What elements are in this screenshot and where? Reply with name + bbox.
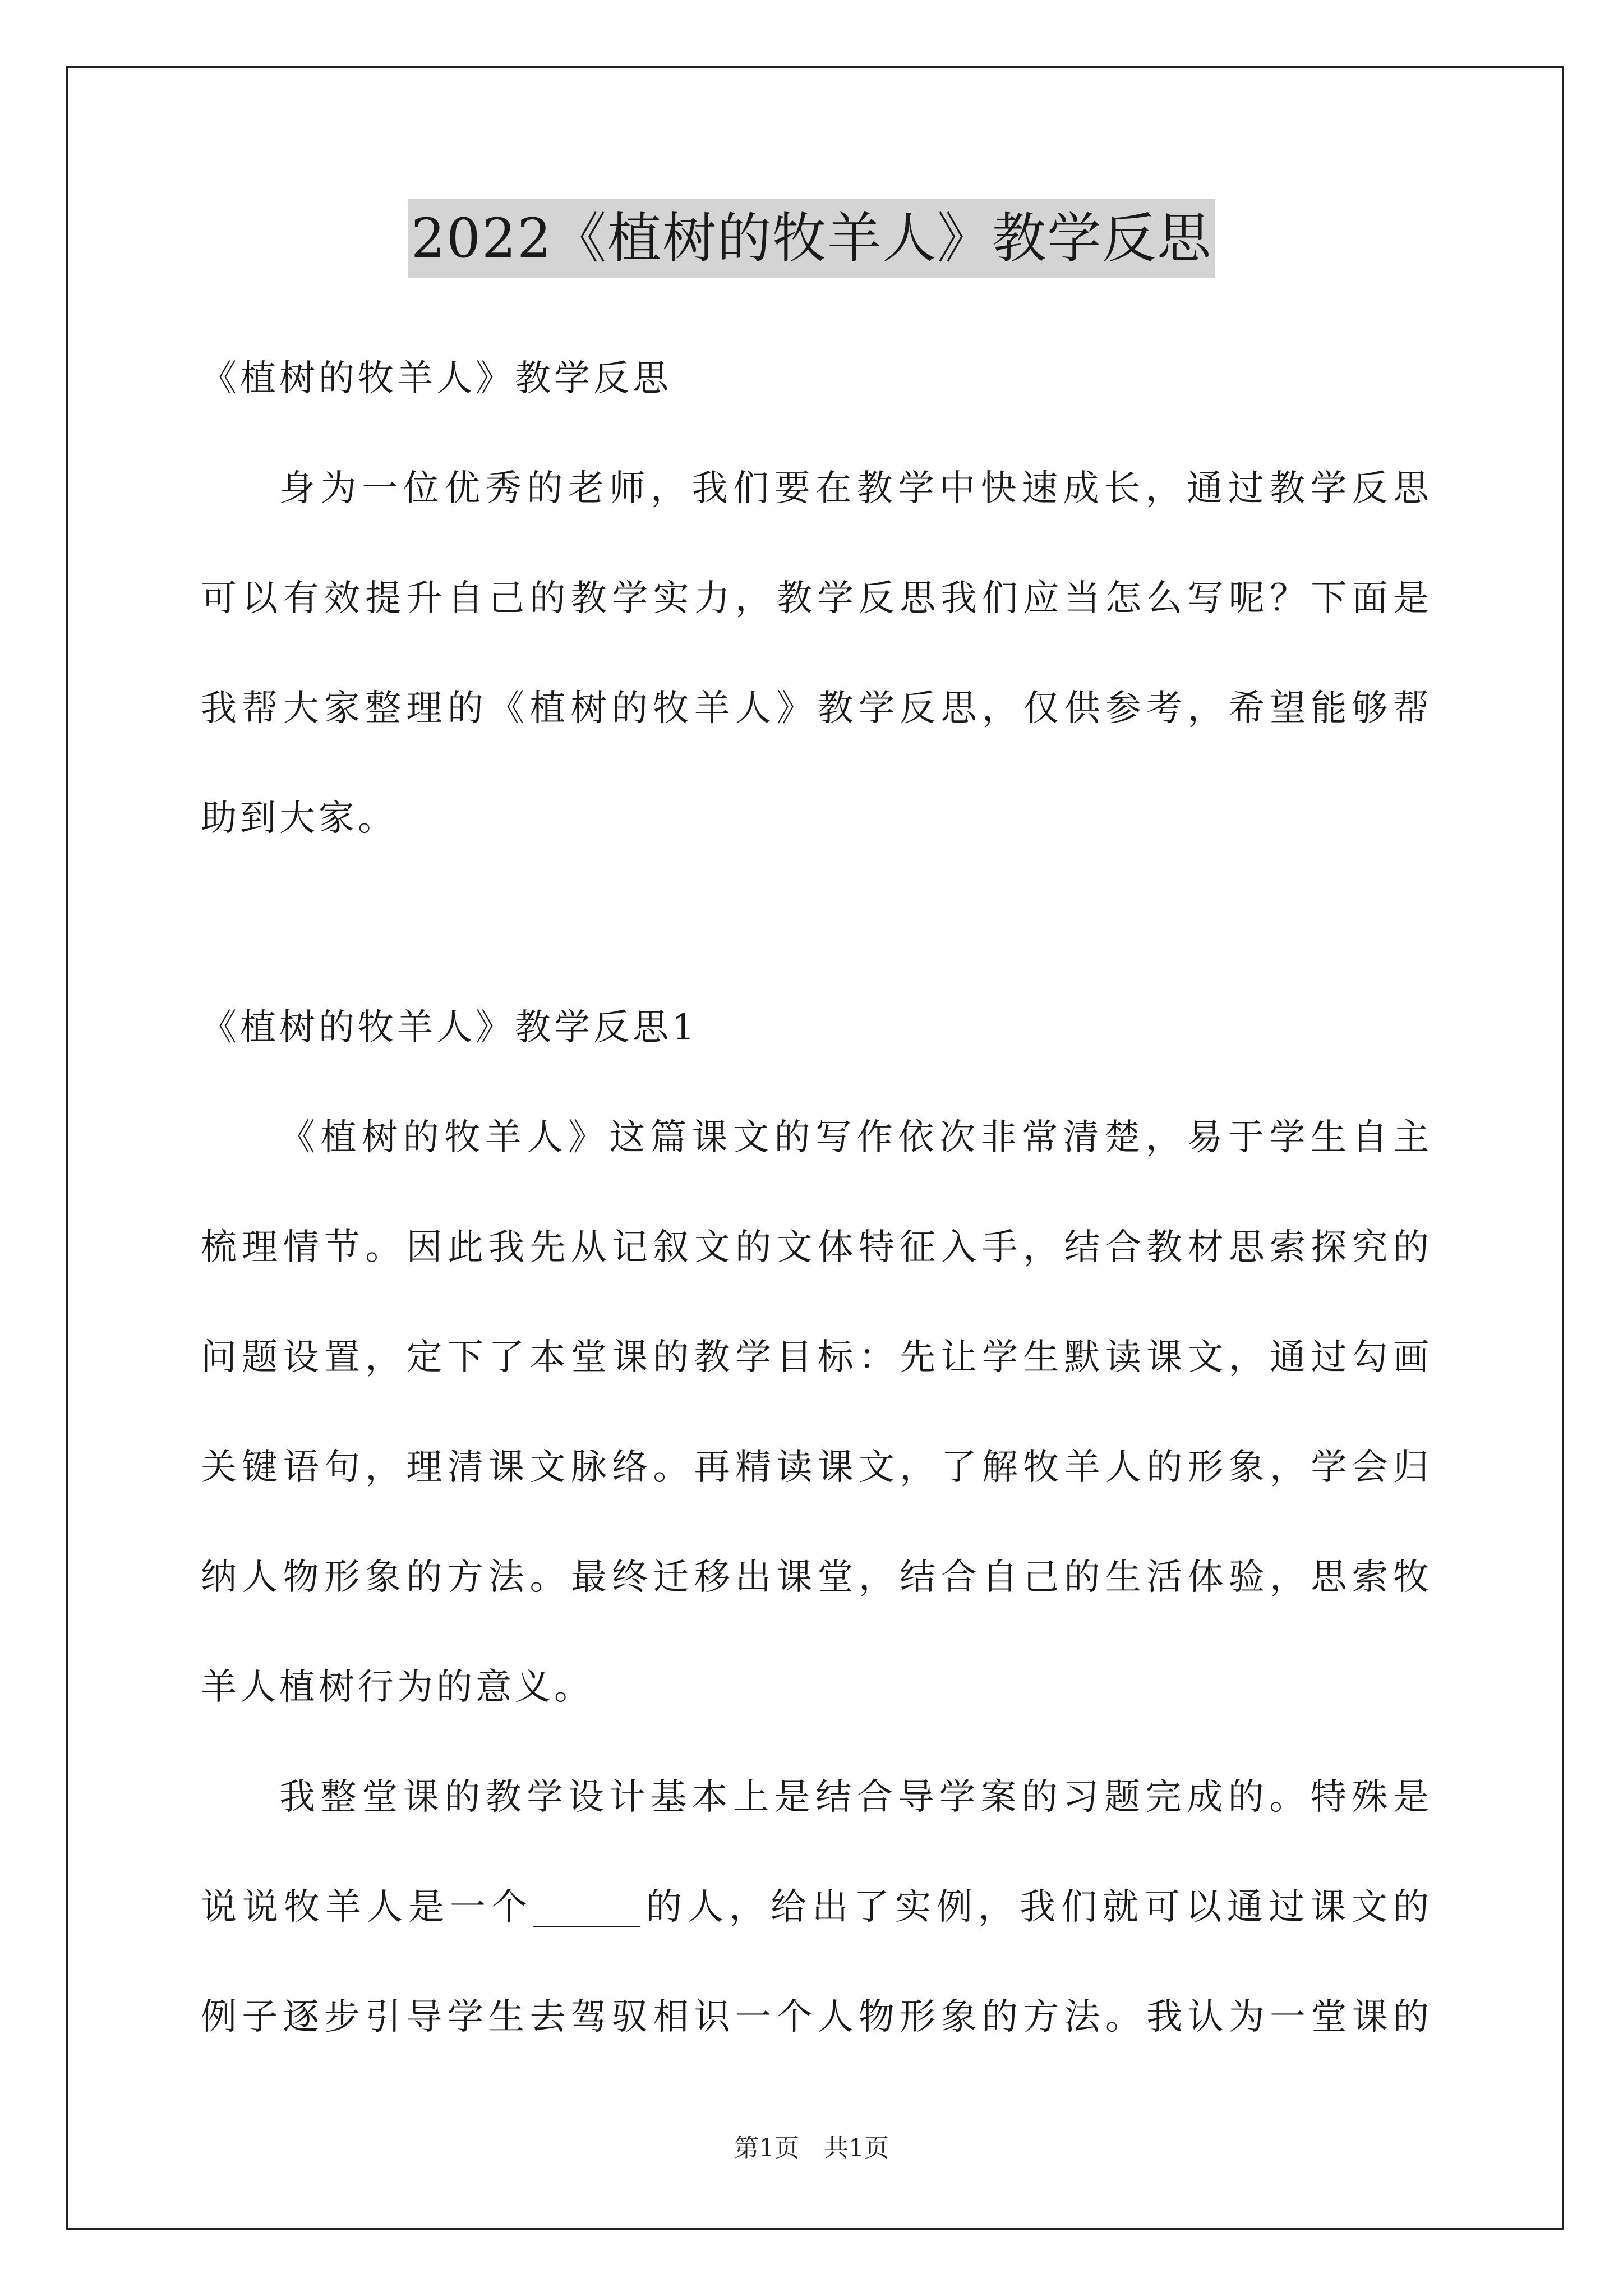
- para2-line-2: 说说牧羊人是一个______的人，给出了实例，我们就可以通过课文的: [201, 1887, 1429, 1928]
- document-title: 2022《植树的牧羊人》教学反思: [408, 199, 1215, 278]
- para2-line-1: 我整堂课的教学设计基本上是结合导学案的习题完成的。特殊是: [279, 1777, 1429, 1818]
- section-heading-1: 《植树的牧羊人》教学反思1: [201, 1007, 698, 1048]
- intro-line-1: 身为一位优秀的老师，我们要在教学中快速成长，通过教学反思: [279, 468, 1429, 509]
- para1-line-5: 纳人物形象的方法。最终迁移出课堂，结合自己的生活体验，思索牧: [201, 1557, 1429, 1598]
- title-block: [0, 199, 1623, 278]
- para1-line-4: 关键语句，理清课文脉络。再精读课文，了解牧羊人的形象，学会归: [201, 1447, 1429, 1488]
- para1-line-3: 问题设置，定下了本堂课的教学目标：先让学生默读课文，通过勾画: [201, 1337, 1429, 1378]
- page-footer: 第1页 共1页: [734, 2134, 889, 2162]
- intro-line-2: 可以有效提升自己的教学实力，教学反思我们应当怎么写呢？下面是: [201, 578, 1429, 619]
- para2-line-3: 例子逐步引导学生去驾驭相识一个人物形象的方法。我认为一堂课的: [201, 1996, 1429, 2038]
- para1-line-6: 羊人植树行为的意义。: [201, 1667, 593, 1708]
- intro-line-3: 我帮大家整理的《植树的牧羊人》教学反思，仅供参考，希望能够帮: [201, 688, 1429, 729]
- intro-line-4: 助到大家。: [201, 798, 397, 839]
- document-subtitle: 《植树的牧羊人》教学反思: [201, 358, 672, 399]
- para1-line-1: 《植树的牧羊人》这篇课文的写作依次非常清楚，易于学生自主: [279, 1117, 1429, 1158]
- para1-line-2: 梳理情节。因此我先从记叙文的文体特征入手，结合教材思索探究的: [201, 1227, 1429, 1268]
